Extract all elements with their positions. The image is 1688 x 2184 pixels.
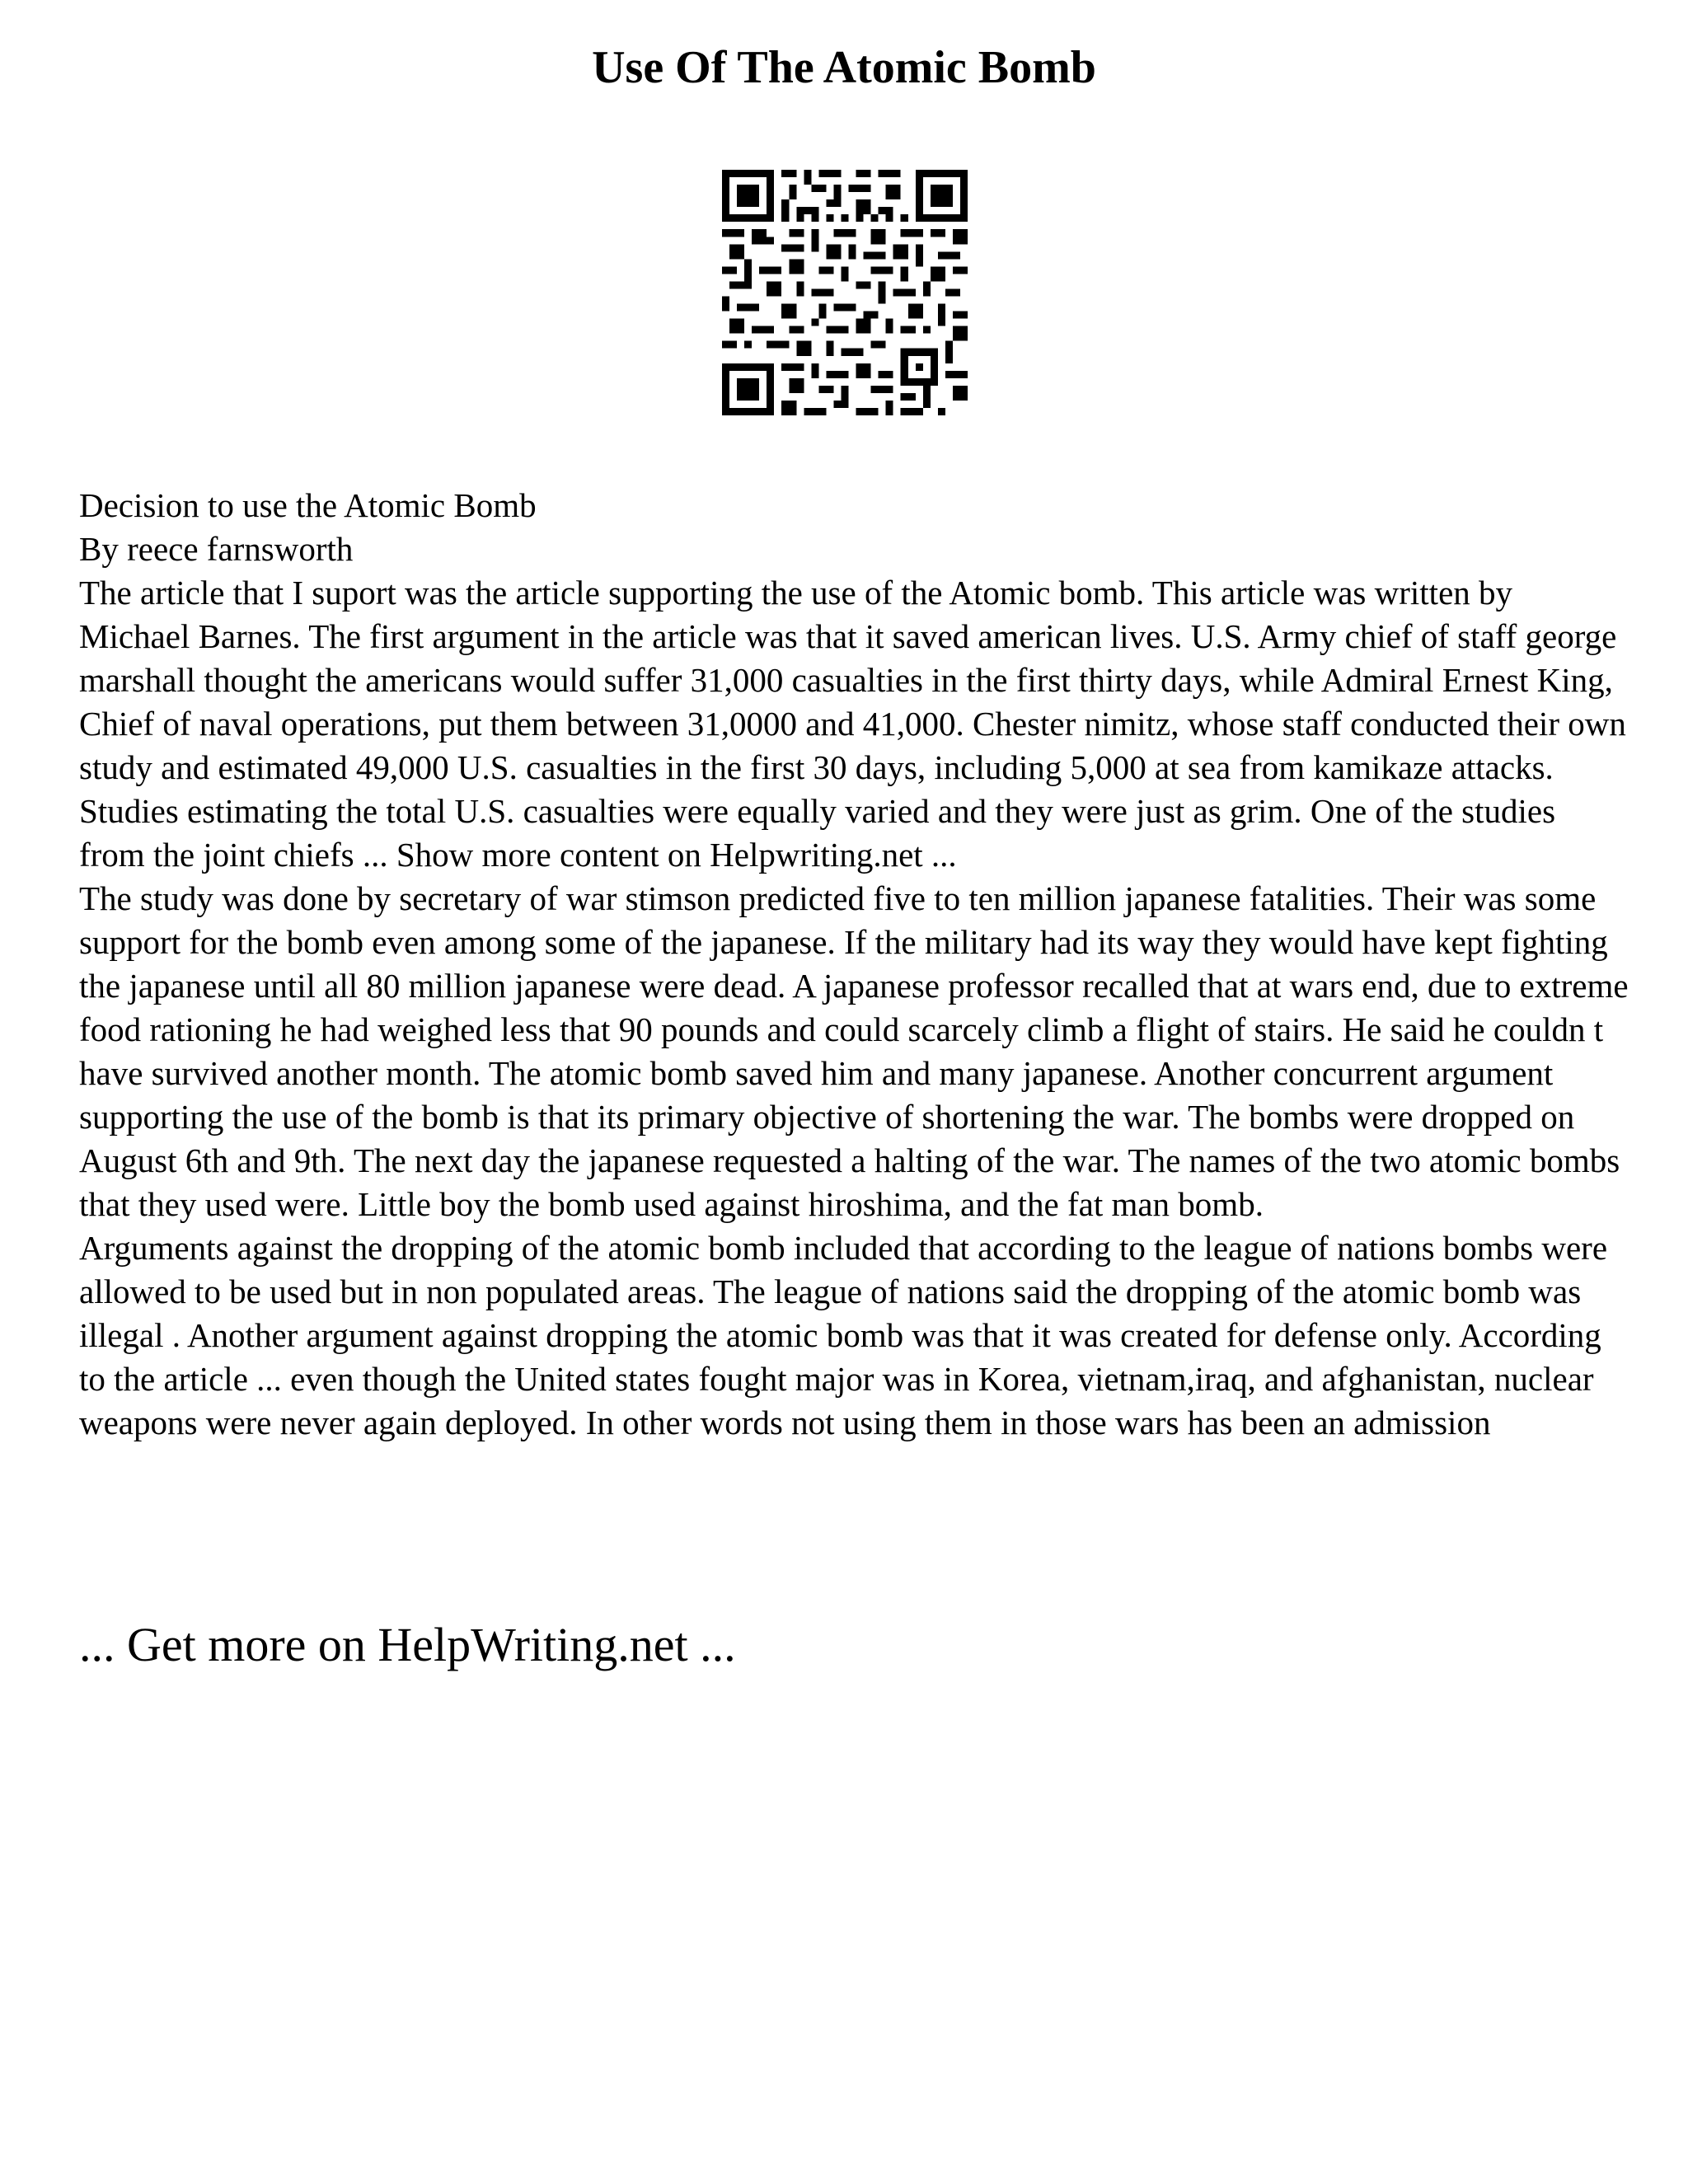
qr-code-icon[interactable]: [722, 170, 968, 415]
article-byline: By reece farnsworth: [79, 530, 354, 568]
paragraph-3: The study was done by secretary of war stimson predicted five to ten million japanese fatalities. Their was some support for the bomb even among some of the japanese. If the military had its way they would have kept fighting the japanese until all 80 million japanese were dead. A japanese professor recalled that at wars end, due to extreme food rationing he had weighed less that 90 pounds and could scarcely climb a flight of stairs. He said he couldn t have survived another month. The atomic bomb saved him and many japanese. Another concurrent argument supporting the use of the bomb is that its primary objective of shortening the war. The bombs were dropped on August 6th and 9th. The next day the japanese requested a halting of the war. The names of the two atomic bombs that they used were. Little boy the bomb used against hiroshima, and the fat man bomb.: [79, 879, 1629, 1223]
page-title: Use Of The Atomic Bomb: [592, 42, 1096, 93]
paragraph-1: The article that I suport was the article supporting the use of the Atomic bomb. This article was written by Michael Barnes. The first argument in the article was that it saved american lives. U.S. Army chief of staff george marshall thought the americans would suffer 31,000 casualties in the first thirty days, while Admiral Ernest King, Chief of naval operations, put them between 31,0000 and 41,000. Chester nimitz, whose staff conducted their own study and estimated 49,000 U.S. casualties in the first 30 days, including 5,000 at sea from kamikaze attacks.: [79, 574, 1626, 786]
article-body: [79, 484, 1629, 1445]
article-heading: Decision to use the Atomic Bomb: [79, 486, 537, 524]
get-more-link[interactable]: ... Get more on HelpWriting.net ...: [79, 1618, 736, 1671]
paragraph-2: Studies estimating the total U.S. casualties were equally varied and they were just as grim. One of the studies from the joint chiefs ... Show more content on Helpwriting.net ...: [79, 792, 1556, 874]
paragraph-4: Arguments against the dropping of the atomic bomb included that according to the league of nations bombs were allowed to be used but in non populated areas. The league of nations said the dropping of the atomic bomb was illegal . Another argument against dropping the atomic bomb was that it was created for defense only. According to the article ... even though the United states fought major was in Korea, vietnam,iraq, and afghanistan, nuclear weapons were never again deployed. In other words not using them in those wars has been an admission: [79, 1229, 1608, 1441]
